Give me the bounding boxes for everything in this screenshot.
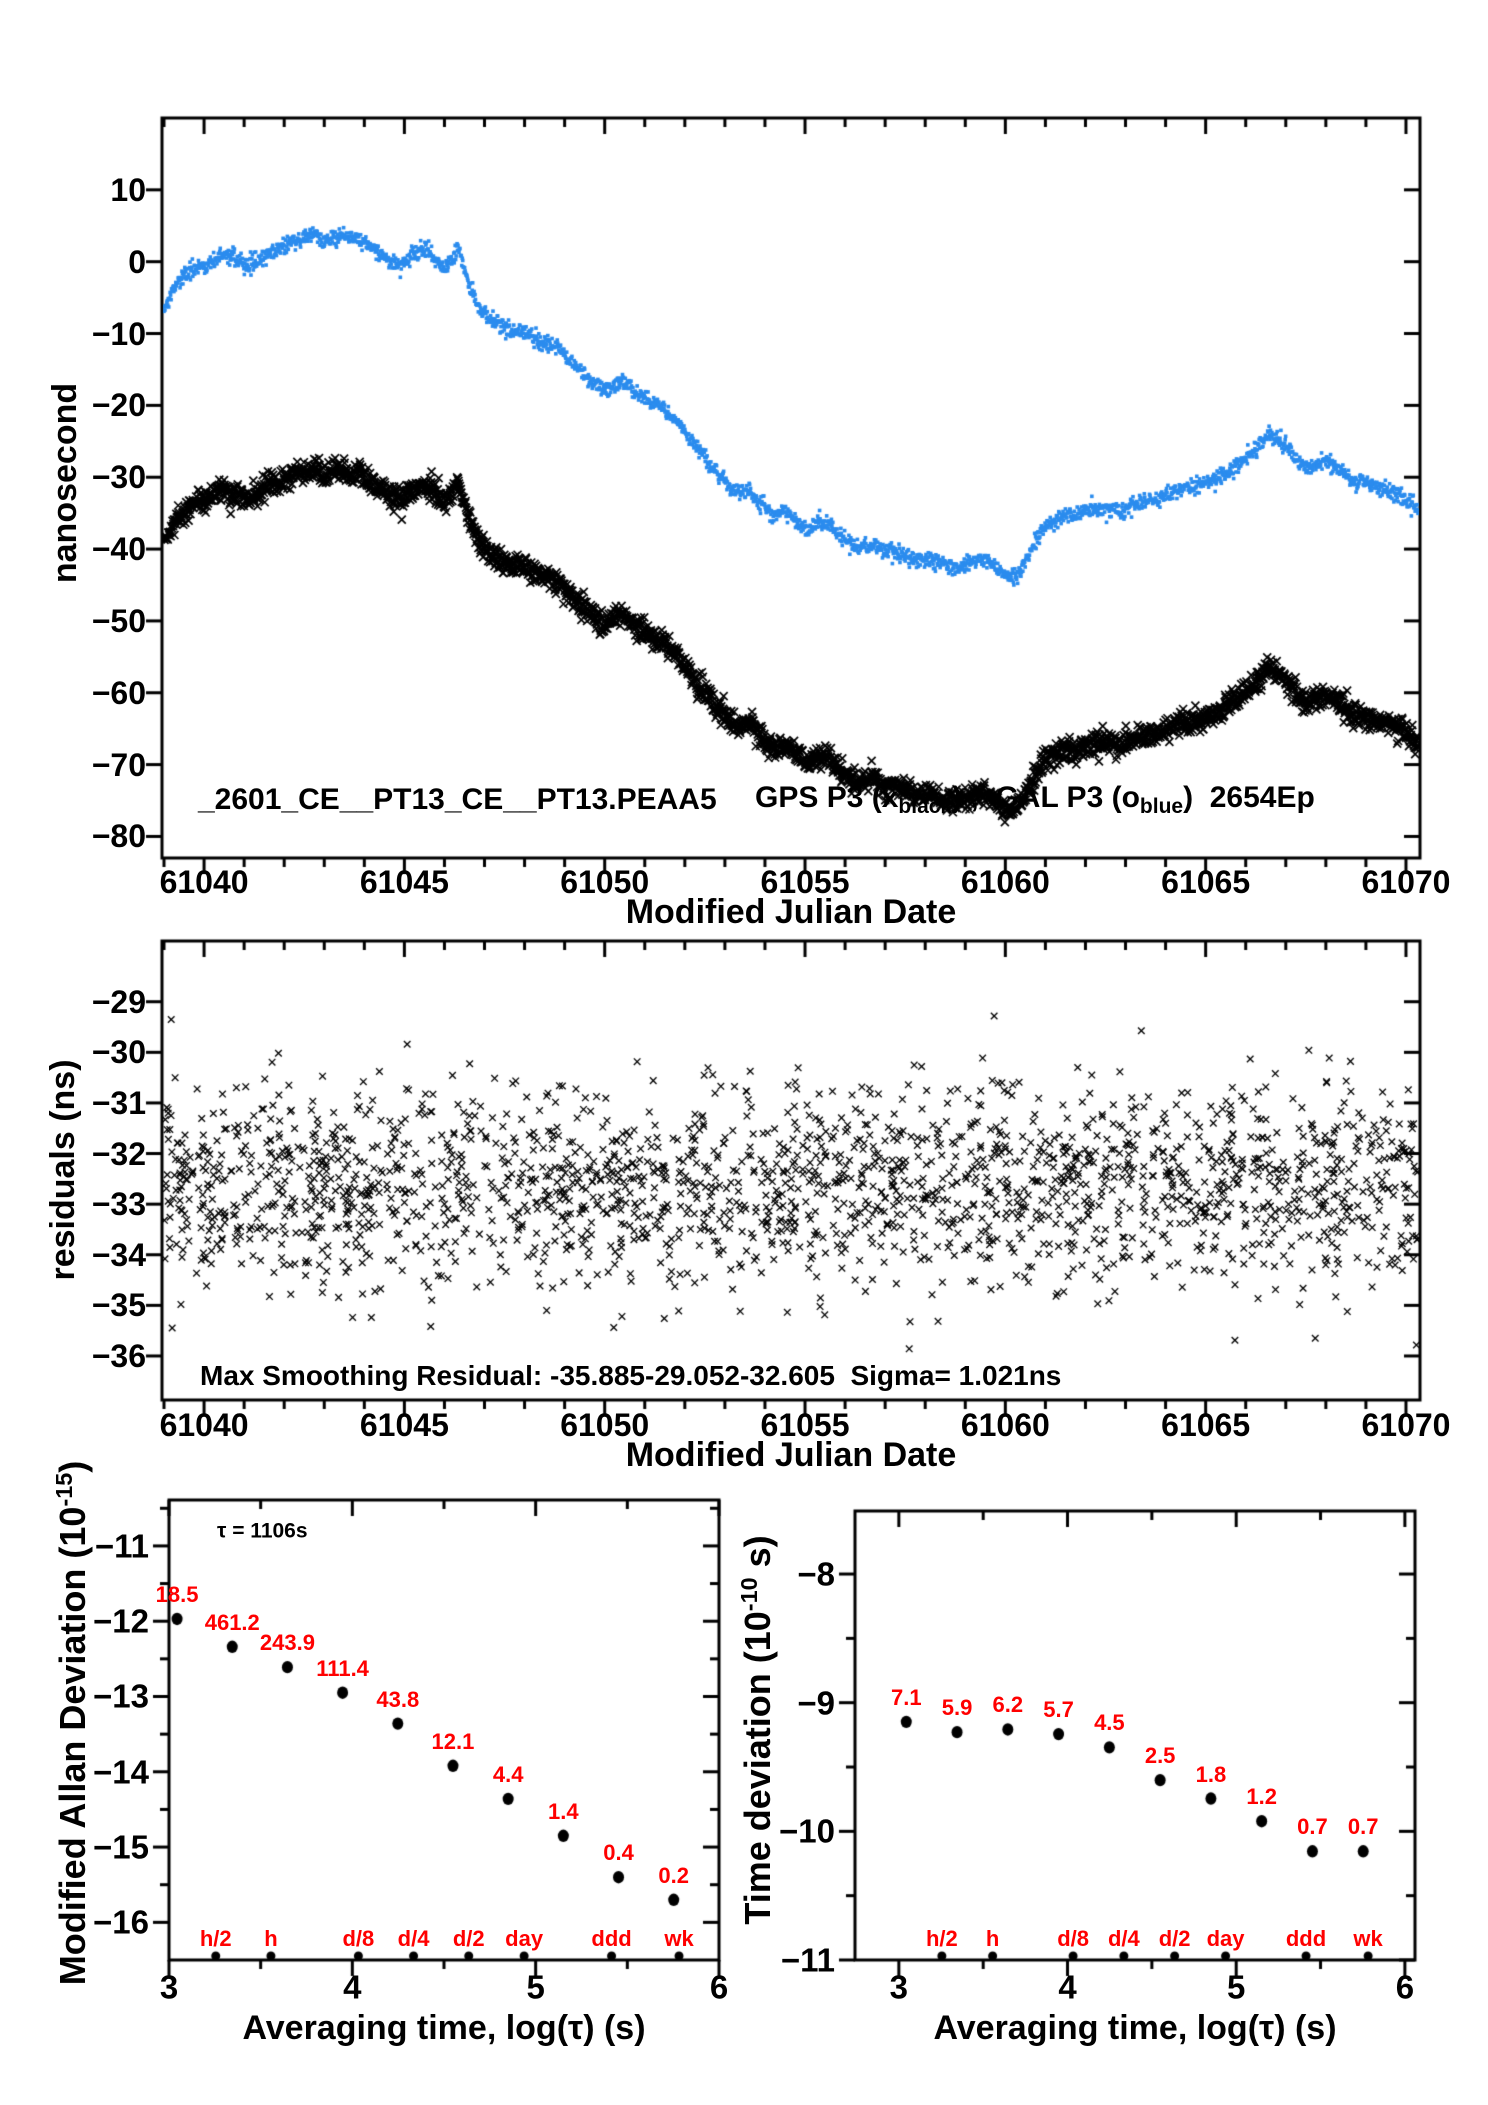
- x-tick-label: 61045: [359, 1407, 449, 1443]
- legend-sub-blue: blue: [1139, 795, 1184, 819]
- y-tick-label: −36: [91, 1337, 146, 1374]
- y-tick-label: −10: [91, 315, 146, 352]
- point-value-label: 5.9: [941, 1695, 973, 1721]
- y-tick-label: −11: [94, 1527, 149, 1565]
- p3-x-axis-title: Averaging time, log(τ) (s): [242, 2009, 646, 2047]
- x-tick-label: 61060: [960, 864, 1050, 900]
- y-tick-label: −14: [93, 1753, 149, 1791]
- point-value-label: 1.4: [548, 1798, 579, 1824]
- y-tick-label: −9: [797, 1684, 835, 1722]
- y-tick-label: −13: [93, 1677, 149, 1715]
- x-tick-label: 61065: [1161, 1407, 1251, 1443]
- x-tick-label: 61040: [159, 864, 249, 900]
- tau-interval-label: h/2: [199, 1926, 232, 1951]
- p1-y-axis-title: nanosecond: [46, 382, 84, 584]
- p4-ylabel-sup: -10: [736, 1577, 763, 1612]
- point-value-label: 243.9: [259, 1630, 315, 1656]
- x-tick-label: 61070: [1361, 864, 1451, 900]
- point-value-label: 0.4: [603, 1840, 634, 1866]
- point-value-label: 0.7: [1297, 1814, 1328, 1840]
- point-value-label: 43.8: [376, 1686, 420, 1712]
- point-value-label: 0.7: [1347, 1814, 1379, 1840]
- x-tick-label: 3: [159, 1968, 179, 2006]
- y-tick-label: −34: [91, 1236, 146, 1273]
- x-tick-label: 61045: [359, 864, 449, 900]
- x-tick-label: 4: [1058, 1968, 1077, 2006]
- legend-gps-part: GPS P3 (x: [755, 780, 899, 814]
- x-tick-label: 61055: [760, 1407, 850, 1443]
- p2-y-axis-title: residuals (ns): [44, 1059, 82, 1281]
- legend-epochs-part: ) 2654Ep: [1183, 780, 1315, 814]
- point-value-label: 2.5: [1144, 1743, 1176, 1769]
- p4-y-axis-title: [738, 1535, 776, 1924]
- x-tick-label: 6: [709, 1968, 729, 2006]
- point-value-label: 12.1: [431, 1728, 475, 1754]
- x-tick-label: 61050: [560, 1407, 650, 1443]
- y-tick-label: −12: [93, 1602, 149, 1640]
- p2-x-axis-title: Modified Julian Date: [625, 1436, 957, 1474]
- tau-interval-label: ddd: [591, 1926, 632, 1951]
- y-tick-label: −30: [91, 459, 146, 496]
- x-tick-label: 4: [343, 1968, 362, 2006]
- y-tick-label: −50: [91, 602, 146, 639]
- x-tick-label: 6: [1395, 1968, 1415, 2006]
- point-value-label: 4.5: [1094, 1710, 1125, 1736]
- y-tick-label: −29: [91, 983, 146, 1020]
- tau-interval-label: h/2: [925, 1926, 958, 1951]
- y-tick-label: −33: [91, 1186, 146, 1223]
- y-tick-label: 0: [128, 243, 146, 280]
- tau-interval-label: wk: [1353, 1926, 1383, 1951]
- p3-ylabel-sup: -15: [51, 1472, 78, 1507]
- point-value-label: 1.8: [1195, 1761, 1227, 1787]
- point-value-label: 1.2: [1246, 1784, 1277, 1810]
- y-tick-label: −8: [797, 1555, 835, 1593]
- y-tick-label: −20: [91, 387, 146, 424]
- point-value-label: 5.7: [1043, 1697, 1074, 1723]
- x-tick-label: 3: [889, 1968, 909, 2006]
- tau-interval-label: h: [985, 1926, 1000, 1951]
- p1-x-axis-title: Modified Julian Date: [625, 893, 957, 931]
- y-tick-label: −31: [91, 1084, 146, 1121]
- tau-interval-label: d/2: [452, 1926, 485, 1951]
- y-tick-label: −10: [779, 1812, 835, 1850]
- legend-sub-black: black: [898, 795, 953, 819]
- x-tick-label: 61065: [1161, 864, 1251, 900]
- tau-interval-label: d/8: [342, 1926, 375, 1951]
- p4-ylabel-pre: Time deviation (10: [736, 1611, 778, 1925]
- y-tick-label: −60: [91, 674, 146, 711]
- tau-interval-label: d/2: [1158, 1926, 1191, 1951]
- y-tick-label: −70: [91, 746, 146, 783]
- point-value-label: 6.2: [992, 1692, 1024, 1718]
- point-value-label: 7.1: [890, 1684, 922, 1710]
- x-tick-label: 5: [1227, 1968, 1246, 2006]
- p3-ylabel-post: ): [51, 1460, 93, 1473]
- x-tick-label: 61055: [760, 864, 850, 900]
- y-tick-label: −16: [93, 1903, 149, 1941]
- tau-interval-label: ddd: [1285, 1926, 1327, 1951]
- tau-interval-label: d/4: [1107, 1926, 1140, 1951]
- legend-mid-part: ) , GAL P3 (o: [952, 780, 1140, 814]
- p2-residual-stats-annotation: Max Smoothing Residual: -35.885-29.052-32.605 Sigma= 1.021ns: [200, 1360, 1062, 1391]
- p1-dataset-id-annotation: _2601_CE__PT13_CE__PT13.PEAA5: [198, 783, 717, 816]
- tau-interval-label: d/8: [1057, 1926, 1089, 1951]
- point-value-label: 4.4: [492, 1761, 524, 1787]
- tau-interval-label: day: [1206, 1926, 1245, 1951]
- y-tick-label: −40: [91, 531, 146, 568]
- point-value-label: 18.5: [155, 1581, 199, 1607]
- tau-interval-label: h: [264, 1926, 278, 1951]
- p4-x-axis-title: Averaging time, log(τ) (s): [933, 2009, 1337, 2047]
- tau-interval-label: wk: [664, 1926, 694, 1951]
- p3-y-axis-title: [53, 1461, 91, 1986]
- y-tick-label: 10: [110, 171, 146, 208]
- p3-tau-annotation: τ = 1106s: [217, 1519, 308, 1543]
- tau-interval-label: day: [505, 1926, 544, 1951]
- y-tick-label: −30: [91, 1034, 146, 1071]
- y-tick-label: −35: [91, 1287, 146, 1324]
- y-tick-label: −32: [91, 1135, 146, 1172]
- point-value-label: 0.2: [658, 1862, 689, 1888]
- p1-series-legend: [755, 780, 1315, 819]
- x-tick-label: 61050: [560, 864, 650, 900]
- x-tick-label: 61060: [960, 1407, 1050, 1443]
- y-tick-label: −80: [91, 818, 146, 855]
- y-tick-label: −11: [780, 1941, 835, 1979]
- point-value-label: 461.2: [204, 1609, 260, 1635]
- p4-ylabel-post: s): [736, 1535, 778, 1578]
- x-tick-label: 61070: [1361, 1407, 1451, 1443]
- y-tick-label: −15: [93, 1828, 149, 1866]
- tau-interval-label: d/4: [397, 1926, 430, 1951]
- point-value-label: 111.4: [316, 1655, 369, 1681]
- x-tick-label: 5: [526, 1968, 545, 2006]
- p3-ylabel-pre: Modified Allan Deviation (10: [51, 1506, 93, 1986]
- x-tick-label: 61040: [159, 1407, 249, 1443]
